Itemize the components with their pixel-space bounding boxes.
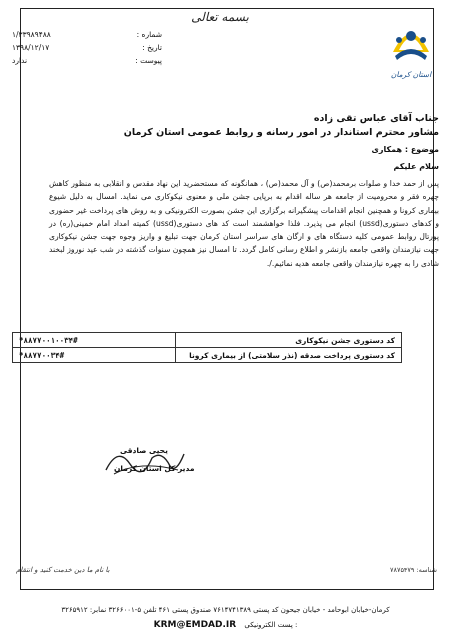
subject-line: موضوع : همکاری xyxy=(371,145,439,154)
code-label: کد دستوری جشن نیکوکاری xyxy=(176,333,402,348)
attachment-row xyxy=(12,54,162,67)
signatory-name: یحیی صادقی xyxy=(120,446,168,455)
organization-logo xyxy=(383,12,439,80)
addressee-name: جناب آقای عباس تقی زاده xyxy=(313,113,439,124)
addressee-title: مشاور محترم استاندار در امور رسانه و روابط عمومی استان کرمان xyxy=(123,127,439,138)
number-label: شماره : xyxy=(136,30,162,39)
letter-body: پس از حمد خدا و صلوات برمحمد(ص) و آل محمد(ص) ، همانگونه که مستحضرید این نهاد مقدس و انقلابی به منظور کاهش چهره فقر و محرومیت از جامعه هر ساله اقدام به برپایی جشن ملی و معنوی نیکوکاری می نماید. امسال به دلیل شیوع بیماری کرونا و همچنین انجام اقدامات پیشگیرانه برگزاری این جشن بصورت الکترونیکی و به روش های پرداخت غیر حضوری و کدهای دستوری(ussd) انجام می پذیرد. فلذا خواهشمند است کد های دستوری(ussd) کمیته امداد امام خمینی(ره) در پورتال روابط عمومی کلیه دستگاه های و ارگان های سراسر استان کرمان جهت تبلیغ و واریز وجوه جهت جشن نیکوکاری جهت نیازمندان واقعی جامعه بازنشر و اطلاع رسانی کامل گردد. تا امسال نیز همچون سنوات گذشته در شب عید نوروز لبخند شادی را به چهره نیازمندان واقعی جامعه هدیه نمائیم./. xyxy=(49,179,440,268)
footer-motto: با نام ما دین خدمت کنید و انتقام xyxy=(16,566,110,574)
date-value: ۱۳۹۸/۱۲/۱۷ xyxy=(12,43,50,52)
letter-meta xyxy=(12,28,162,67)
document-code: شناسه: ۷۸۷۵۴۷۹ xyxy=(389,566,437,574)
attachment-label: پیوست : xyxy=(135,56,162,65)
ussd-codes-table xyxy=(12,332,402,363)
bismillah-heading: بسمه تعالی xyxy=(191,10,249,24)
signatory-title: مدیر کل استان کرمان xyxy=(114,464,195,473)
email-address[interactable]: KRM@EMDAD.IR xyxy=(153,620,237,630)
table-row xyxy=(13,348,402,363)
code-label: کد دستوری پرداخت صدقه (نذر سلامتی) از بیماری کرونا xyxy=(176,348,402,363)
greeting-line: سلام علیکم xyxy=(393,162,439,171)
number-row xyxy=(12,28,162,41)
code-value: *۸۸۷۷۰۰۱۰۰۳۴# xyxy=(13,333,176,348)
code-value: *۸۸۷۷۰۰۳۴# xyxy=(13,348,176,363)
letter-page xyxy=(20,8,434,590)
emdad-logo-icon xyxy=(385,12,437,64)
footer-email-line xyxy=(0,620,451,630)
number-value: ۱/۳۳۹۸۹۴۸۸ xyxy=(12,30,51,39)
attachment-value: ندارد xyxy=(12,56,28,65)
org-name-label: استان کرمان xyxy=(390,70,432,79)
date-label: تاریخ : xyxy=(142,43,162,52)
table-row xyxy=(13,333,402,348)
addressee-block xyxy=(49,112,439,140)
email-label: پست الکترونیکی : xyxy=(244,621,298,629)
date-row xyxy=(12,41,162,54)
footer-address: کرمان-خیابان ابوحامد - خیابان جیحون کد پستی ۷۶۱۴۷۴۱۳۸۹ صندوق پستی ۴۶۱ تلفن ۵-۳۲۶۶۰۰۱ نمابر: ۳۲۶۵۹۱۲ xyxy=(61,606,390,614)
